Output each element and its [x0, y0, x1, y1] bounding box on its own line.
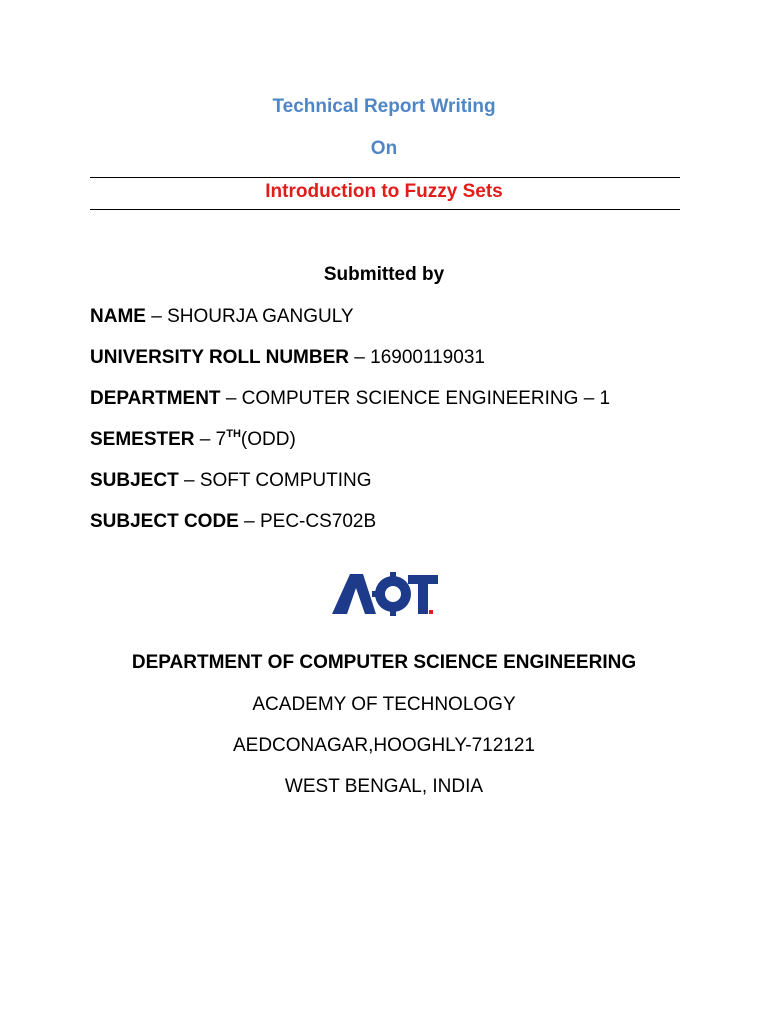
title-bottom-rule: [90, 209, 680, 210]
aot-logo-letter-a: [332, 574, 376, 614]
roll-number-label: UNIVERSITY ROLL NUMBER: [90, 347, 349, 368]
subject-label: SUBJECT: [90, 470, 179, 491]
footer-address: AEDCONAGAR,HOOGHLY-712121: [232, 735, 535, 756]
subject-code-field: [90, 511, 376, 533]
subject-value: SOFT COMPUTING: [199, 470, 372, 491]
title-top-rule: [90, 177, 680, 178]
semester-type: (ODD): [240, 429, 296, 450]
department-label: DEPARTMENT: [90, 388, 221, 409]
aot-logo-gear-hole: [385, 586, 401, 602]
roll-number-separator: –: [349, 347, 371, 368]
name-value: SHOURJA GANGULY: [167, 306, 354, 327]
report-on-heading: On: [370, 138, 398, 159]
report-title: Introduction to Fuzzy Sets: [265, 181, 503, 202]
name-label: NAME: [90, 306, 146, 327]
name-field: [90, 306, 354, 328]
department-field: [90, 388, 610, 410]
department-separator: –: [220, 388, 242, 409]
semester-label: SEMESTER: [90, 429, 195, 450]
semester-ordinal-suffix: TH: [226, 428, 241, 440]
semester-field: [90, 429, 296, 451]
subject-field: [90, 470, 372, 492]
footer-department: DEPARTMENT OF COMPUTER SCIENCE ENGINEERING: [131, 652, 637, 673]
roll-number-field: [90, 347, 485, 369]
aot-logo-icon: [330, 570, 440, 618]
report-type-heading: Technical Report Writing: [272, 96, 496, 117]
footer-region: WEST BENGAL, INDIA: [284, 776, 484, 797]
department-value: COMPUTER SCIENCE ENGINEERING – 1: [241, 388, 611, 409]
roll-number-value: 16900119031: [370, 347, 485, 368]
name-separator: –: [145, 306, 168, 327]
subject-code-label: SUBJECT CODE: [90, 511, 239, 532]
submitted-by-heading: Submitted by: [323, 264, 445, 285]
semester-separator: –: [194, 429, 216, 450]
aot-logo-accent: [429, 610, 433, 614]
subject-separator: –: [178, 470, 200, 491]
subject-code-value: PEC-CS702B: [259, 511, 377, 532]
aot-logo-letter-t-stem: [418, 575, 428, 614]
subject-code-separator: –: [238, 511, 260, 532]
semester-number: 7: [215, 429, 227, 450]
footer-institution: ACADEMY OF TECHNOLOGY: [252, 694, 516, 715]
